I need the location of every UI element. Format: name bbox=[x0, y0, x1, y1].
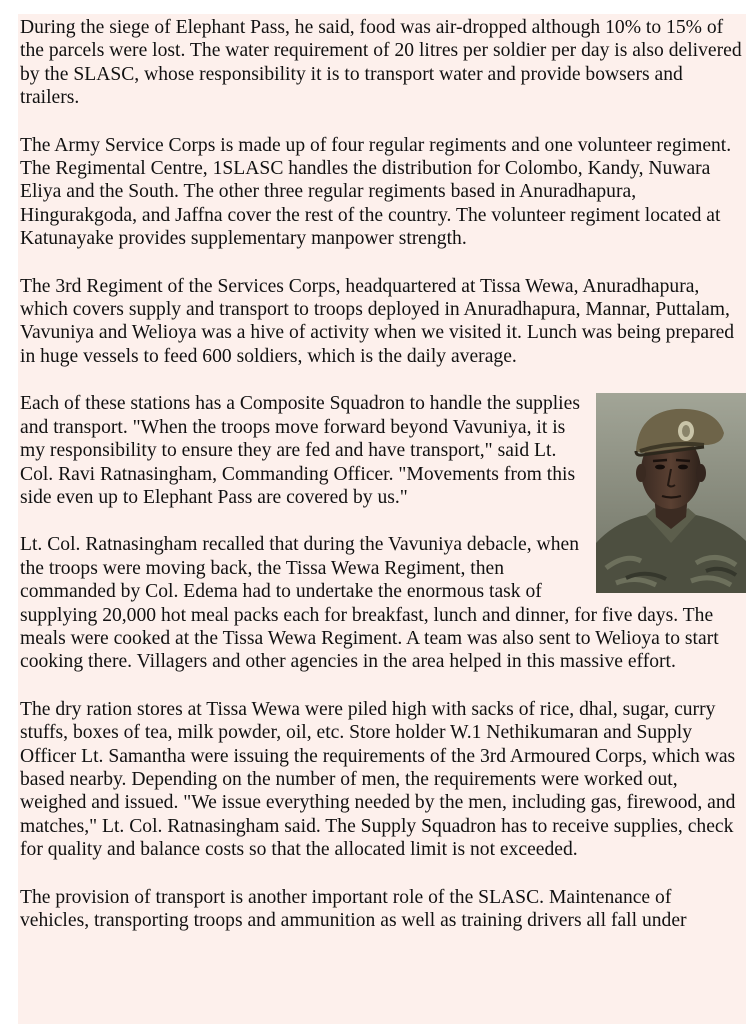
article-page bbox=[18, 14, 746, 1024]
paragraph-composite-squadron: Each of these stations has a Composite Squadron to handle the supplies and transport. "When the troops move forward beyond Vavuniya, it is my responsibility to ensure they are fed and have transport," said Lt. Col. Ravi Ratnasingham, Commanding Officer. "Movements from this side even up to Elephant Pass are covered by us." bbox=[20, 393, 580, 508]
article-body bbox=[18, 14, 746, 932]
officer-portrait-illustration bbox=[596, 393, 746, 593]
officer-portrait-photo bbox=[596, 393, 746, 593]
paragraph-regiments: The Army Service Corps is made up of four regular regiments and one volunteer regiment. The Regimental Centre, 1SLASC handles the distribution for Colombo, Kandy, Nuwara Eliya and the South. The other three regular regiments based in Anuradhapura, Hingurakgoda, and Jaffna cover the rest of the country. The volunteer regiment located at Katunayake provides supplementary manpower strength. bbox=[20, 134, 732, 250]
paragraph-third-regiment: The 3rd Regiment of the Services Corps, headquartered at Tissa Wewa, Anuradhapura, which covers supply and transport to troops deployed in Anuradhapura, Mannar, Puttalam, Vavuniya and Welioya was a hive of activity when we visited it. Lunch was being prepared in huge vessels to feed 600 soldiers, which is the daily average. bbox=[20, 275, 735, 367]
paragraph-dry-ration-stores: The dry ration stores at Tissa Wewa were piled high with sacks of rice, dhal, sugar, curry stuffs, boxes of tea, milk powder, oil, etc. Store holder W.1 Nethikumaran and Supply Officer Lt. Samantha were issuing the requirements of the 3rd Armoured Corps, which was based nearby. Depending on the number of men, the requirements were worked out, weighed and issued. "We issue everything needed by the men, including gas, firewood, and matches," Lt. Col. Ratnasingham said. The Supply Squadron has to receive supplies, check for quality and balance costs so that the allocated limit is not exceeded. bbox=[20, 698, 736, 861]
paragraph-vavuniya-debacle: Lt. Col. Ratnasingham recalled that during the Vavuniya debacle, when the troops were moving back, the Tissa Wewa Regiment, then commanded by Col. Edema had to undertake the enormous task of supplying 20,000 hot meal packs each for breakfast, lunch and dinner, for five days. The meals were cooked at the Tissa Wewa Regiment. A team was also sent to Welioya to start cooking there. Villagers and other agencies in the area helped in this massive effort. bbox=[20, 534, 719, 673]
paragraph-siege: During the siege of Elephant Pass, he said, food was air-dropped although 10% to 15% of the parcels were lost. The water requirement of 20 litres per soldier per day is also delivered by the SLASC, whose responsibility it is to transport water and provide bowsers and trailers. bbox=[20, 17, 742, 109]
paragraph-transport: The provision of transport is another important role of the SLASC. Maintenance of vehicles, transporting troops and ammunition as well as training drivers all fall under bbox=[20, 886, 687, 931]
